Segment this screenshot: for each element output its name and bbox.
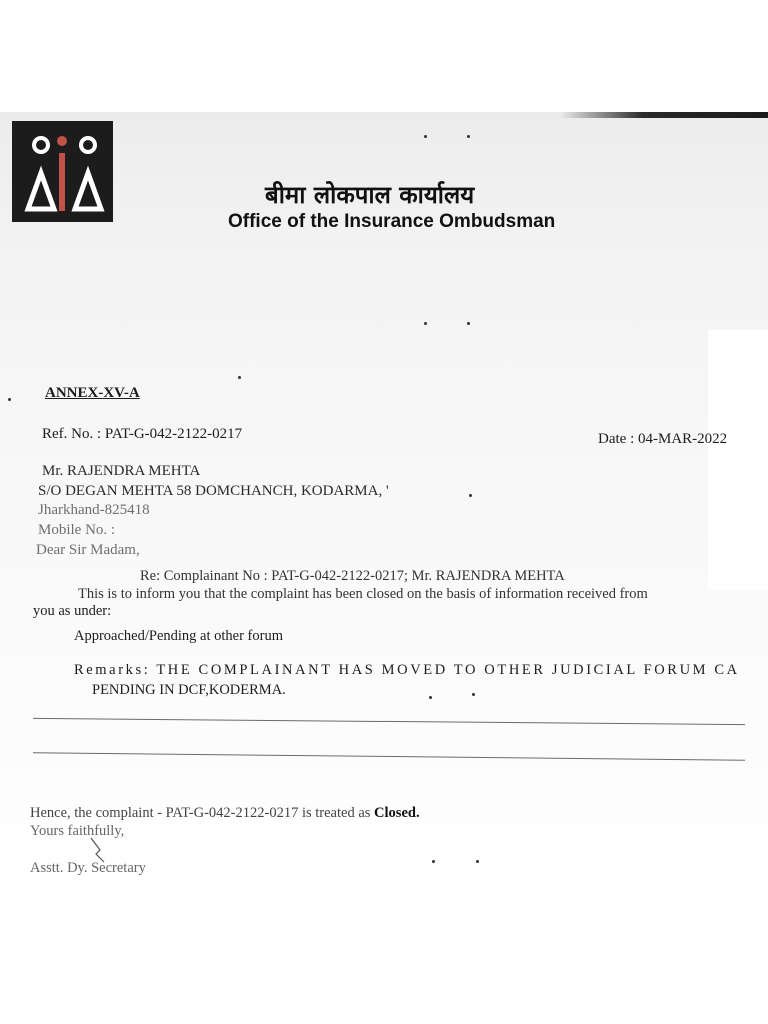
letter-date: Date : 04-MAR-2022	[598, 431, 728, 447]
closing-statement	[30, 805, 420, 822]
recipient-address-line-1: S/O DEGAN MEHTA 58 DOMCHANCH, KODARMA, '	[38, 483, 389, 499]
body-text-line-2: you as under:	[33, 603, 112, 619]
page-edge-shadow	[560, 112, 768, 118]
ombudsman-logo	[12, 121, 113, 222]
sign-off: Yours faithfully,	[30, 823, 125, 839]
scan-speck	[432, 860, 435, 863]
scan-speck	[424, 322, 427, 325]
scan-speck	[476, 860, 479, 863]
scan-speck	[472, 693, 475, 696]
recipient-name: Mr. RAJENDRA MEHTA	[42, 463, 201, 479]
scan-speck	[429, 696, 432, 699]
forum-status: Approached/Pending at other forum	[74, 628, 283, 644]
closing-statement-prefix: Hence, the complaint - PAT-G-042-2122-0217 is treated as	[30, 805, 371, 821]
scan-speck	[467, 322, 470, 325]
scan-speck	[424, 135, 427, 138]
scan-speck	[469, 494, 472, 497]
scan-speck	[8, 398, 11, 401]
scan-speck	[238, 376, 241, 379]
signatory-title: Asstt. Dy. Secretary	[30, 860, 146, 876]
remarks-line-1: Remarks: THE COMPLAINANT HAS MOVED TO OTHER JUDICIAL FORUM CA	[74, 662, 740, 678]
body-text-line-1: This is to inform you that the complaint has been closed on the basis of information received from	[78, 586, 648, 602]
closing-status: Closed.	[374, 805, 420, 821]
salutation: Dear Sir Madam,	[36, 542, 140, 558]
recipient-mobile: Mobile No. :	[38, 522, 116, 538]
scan-speck	[467, 135, 470, 138]
recipient-address-line-2: Jharkhand-825418	[38, 502, 150, 518]
page-glare	[708, 330, 768, 590]
reference-number: Ref. No. : PAT-G-042-2122-0217	[42, 426, 243, 442]
annex-label: ANNEX-XV-A	[45, 385, 140, 401]
subject-line: Re: Complainant No : PAT-G-042-2122-0217; Mr. RAJENDRA MEHTA	[140, 568, 565, 584]
hindi-title: बीमा लोकपाल कार्यालय	[265, 181, 475, 209]
remarks-line-2: PENDING IN DCF,KODERMA.	[92, 682, 286, 698]
english-title: Office of the Insurance Ombudsman	[228, 211, 556, 232]
